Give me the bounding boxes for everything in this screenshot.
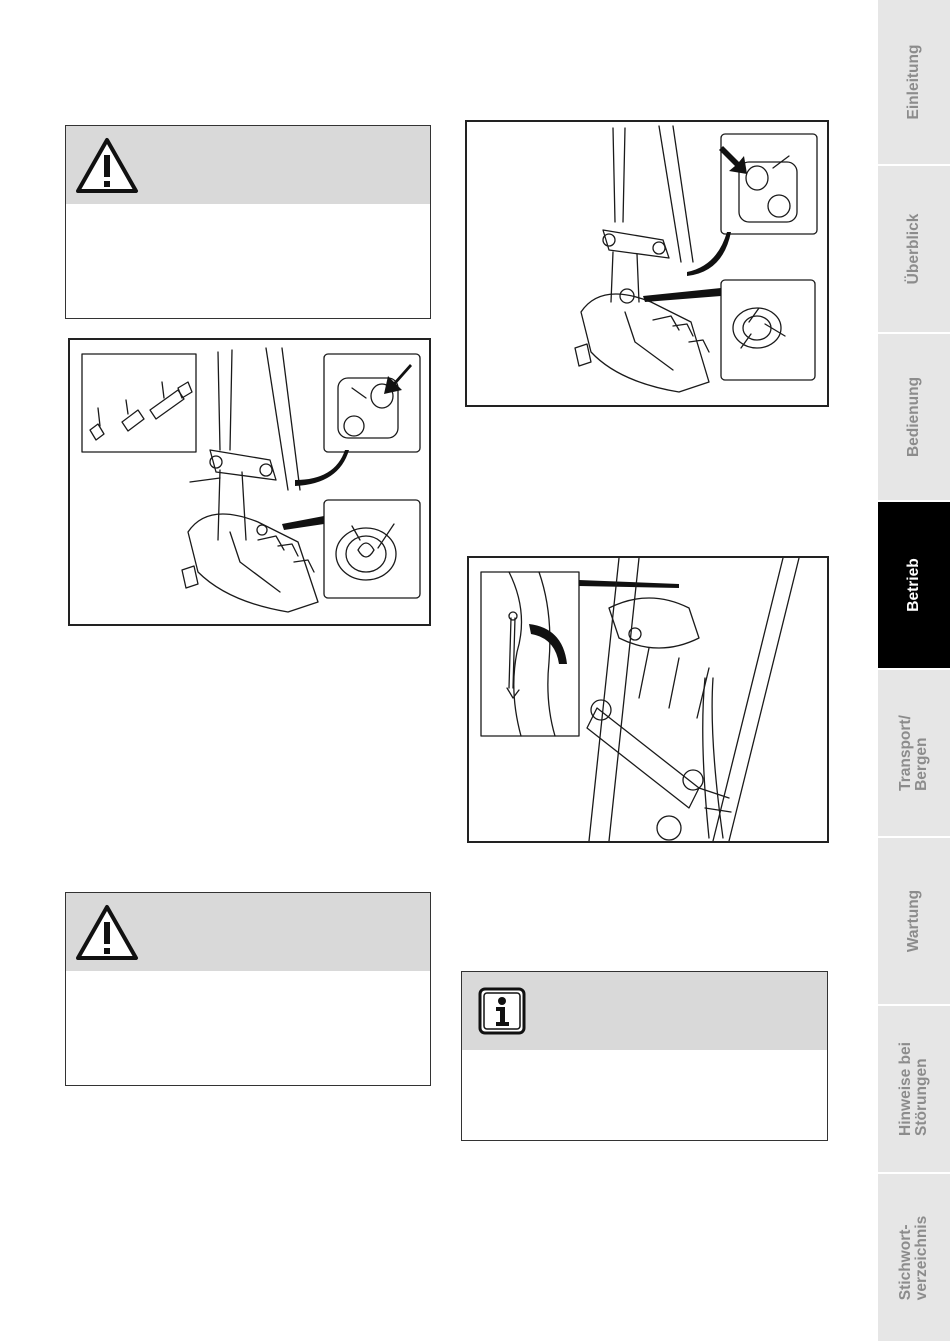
tab-label: Wartung bbox=[905, 889, 922, 953]
tab-stichwortverzeichnis[interactable] bbox=[878, 1174, 950, 1343]
warning-box-header bbox=[66, 893, 430, 971]
warning-triangle-icon bbox=[75, 904, 139, 962]
info-box bbox=[461, 971, 828, 1141]
tab-einleitung[interactable] bbox=[878, 0, 950, 166]
tab-transport-bergen[interactable] bbox=[878, 670, 950, 838]
tab-label: Stichwort- verzeichnis bbox=[897, 1215, 930, 1300]
info-icon bbox=[478, 987, 526, 1035]
info-box-header bbox=[462, 972, 827, 1050]
warning-box-header bbox=[66, 126, 430, 204]
bucket-pin-figure bbox=[68, 338, 431, 626]
warning-box bbox=[65, 125, 431, 319]
tab-hinweise-bei-stoerungen[interactable] bbox=[878, 1006, 950, 1174]
tab-betrieb[interactable] bbox=[878, 502, 950, 670]
tab-label: Hinweise bei Störungen bbox=[897, 1042, 930, 1136]
tab-bedienung[interactable] bbox=[878, 334, 950, 502]
tab-wartung[interactable] bbox=[878, 838, 950, 1006]
warning-box bbox=[65, 892, 431, 1086]
hydraulic-lines-figure bbox=[467, 556, 829, 843]
bucket-detail-figure bbox=[465, 120, 829, 407]
tab-label: Bedienung bbox=[905, 376, 922, 458]
tab-label: Betrieb bbox=[905, 558, 922, 612]
tab-label: Transport/ Bergen bbox=[897, 715, 930, 791]
chapter-tabs bbox=[878, 0, 950, 1343]
warning-triangle-icon bbox=[75, 137, 139, 195]
tab-label: Einleitung bbox=[905, 44, 922, 120]
tab-ueberblick[interactable] bbox=[878, 166, 950, 334]
tab-label: Überblick bbox=[905, 213, 922, 285]
